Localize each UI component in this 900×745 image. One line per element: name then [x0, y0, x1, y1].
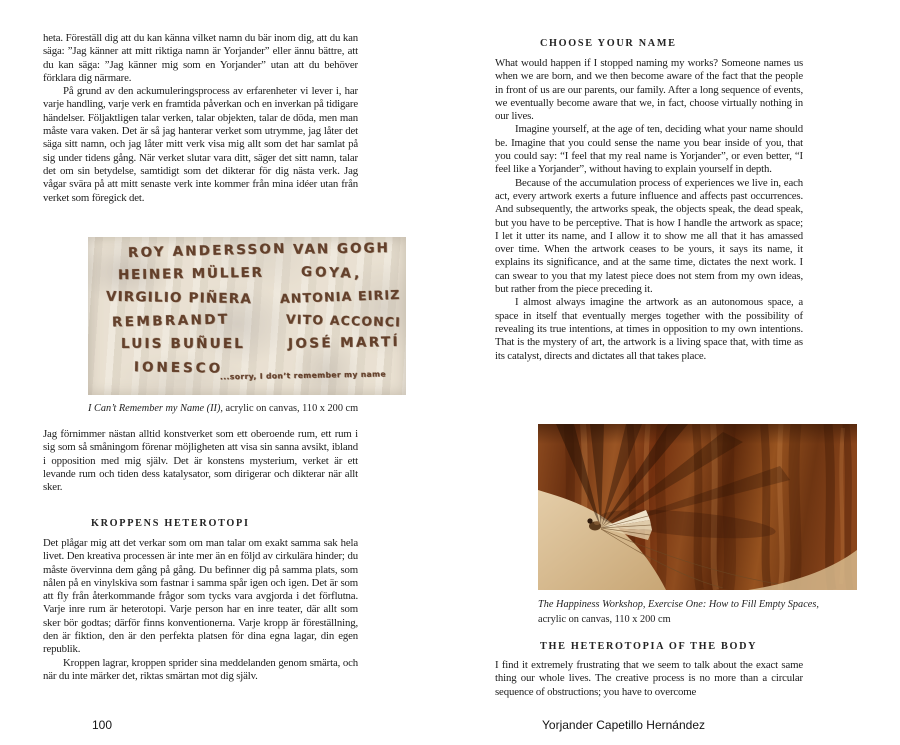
section-heading-heterotopia-of-the-body: THE HETEROTOPIA OF THE BODY — [540, 641, 758, 652]
left-text-block-top — [43, 32, 358, 205]
body-paragraph: Kroppen lagrar, kroppen sprider sina meddelanden genom smärta, och när du inte märker det, riktas smärtan mot dig själv. — [43, 656, 358, 682]
artwork-caption — [538, 597, 843, 627]
painted-name: LUIS BUÑUEL — [121, 336, 246, 352]
left-text-block-bottom — [43, 537, 358, 683]
caption-details: acrylic on canvas, 110 x 200 cm — [225, 403, 359, 414]
section-heading-choose-your-name: CHOOSE YOUR NAME — [540, 38, 677, 49]
right-text-block-bottom — [495, 659, 803, 699]
painted-name: VITO ACCONCI — [285, 311, 402, 330]
caption-details: acrylic on canvas, 110 x 200 cm — [538, 614, 671, 625]
left-text-block-middle — [43, 428, 358, 494]
body-paragraph: I almost always imagine the artwork as an autonomous space, a space in itself that eventually merges together with the possibility of revealing its true intentions, at times in opposition to my own intentions. That is the mystery of art, the artwork is a living space that, with time as its catalyst, directs and dictates all that takes place. — [495, 296, 803, 362]
painted-name: HEINER MÜLLER — [117, 264, 264, 284]
running-footer-author: Yorjander Capetillo Hernández — [542, 718, 705, 732]
painting-canvas — [538, 424, 857, 590]
painted-name: IONESCO — [133, 359, 224, 377]
painted-name: VAN GOGH — [292, 240, 391, 258]
body-paragraph: What would happen if I stopped naming my works? Someone names us when we are born, and we then become aware of the fact that the people in front of us are our parents, our family. After a long sequence of events, we eventually become aware that we, in fact, choose virtually nothing in our lives. — [495, 57, 803, 123]
body-paragraph: Jag förnimmer nästan alltid konstverket som ett oberoende rum, ett rum i sig som så småningom förenar möjligheten att visa sin sanna avsikt, ibland i opposition med mig själv. Det är konstens mysterium, verket är ett levande rum och tiden dess katalysator, som dirigerar och dikterar när allt sker. — [43, 428, 358, 494]
body-paragraph: Because of the accumulation process of experiences we live in, each act, every artwork exerts a future influence and affects past occurrences. And subsequently, the artworks speak, the objects speak, the dead speak, but you have to be perceptive. That is how I handle the artwork as space; I let it utter its name, and I allow it to show me all that it has amassed over time. When the artwork ceases to be yours, it says its name, it explains its significance, and at the same time, dictates the next work. I can swear to you that my latest piece does not stem from my own ideas, but rather from the piece preceding it. — [495, 176, 803, 296]
body-paragraph: Det plågar mig att det verkar som om man talar om exakt samma sak hela livet. Den kreativa processen är inte mer än en följd av cirkulära hinder; du måste övervinna dem gång på gång. Du befinner dig på samma plats, som nålen på en vinylskiva som fastnar i samma spår igen och igen. Det är som att fly från återkommande frågor som tycks vara avgjorda i det förflutna. Varje inre rum är heterotopi. Varje person har en inre teater, där allt som sker bör godtas; därför finns konventionerna. Varje kropp är föreställning, den är fiktion, den är den perfekta platsen för dina egna lagar, din egen republik. — [43, 537, 358, 656]
body-paragraph: heta. Föreställ dig att du kan känna vilket namn du bär inom dig, att du kan säga: ”Jag känner att mitt riktiga namn är Yorjander” eller ännu bättre, att du kan säga: ”Jag känner mig som en Yorjander” utan att du behöver förklara dig närmare. — [43, 32, 358, 84]
painted-name: ANTONIA EIRIZ — [279, 286, 401, 307]
artwork-image-happiness-workshop — [538, 424, 857, 590]
artwork-caption — [88, 401, 406, 416]
painted-name: REMBRANDT — [111, 311, 230, 331]
section-heading-kroppens-heterotopi: KROPPENS HETEROTOPI — [91, 518, 250, 529]
page-number: 100 — [92, 718, 113, 732]
caption-title: I Can’t Remember my Name (II), — [88, 403, 223, 414]
painted-name: VIRGILIO PIÑERA — [105, 288, 253, 308]
caption-title: The Happiness Workshop, Exercise One: How to Fill Empty Spaces, — [538, 599, 819, 610]
body-paragraph: På grund av den ackumuleringsprocess av erfarenheter vi lever i, har varje handling, varje verk en framtida påverkan och en inverkan på tidigare händelser. Följaktligen talar verken, talar objekten, talar de döda, men man måste vara vaken. Det är så jag hanterar verket som utrymme, jag låter det säga sitt namn, och jag låter mitt verk visa mig allt som det har samlat på sig under tidens gång. När verket slutar vara ditt, säger det sitt namn, talar det om sin betydelse, samtidigt som det dikterar för dig nästa verk. Jag vågar svära på att mitt senaste verk inte kommer från mina idéer utan från verket som föregick det. — [43, 85, 358, 204]
painted-phrase: ...sorry, I don’t remember my name — [219, 369, 387, 382]
body-paragraph: Imagine yourself, at the age of ten, deciding what your name should be. Imagine that you could sense the name you bear inside of you, that you could say: “I feel that my real name is Yorjander”, or even better, “I feel like a Yorjander”, without having to explain yourself in depth. — [495, 123, 803, 176]
right-text-block-top — [495, 57, 803, 363]
artwork-image-i-cant-remember-my-name — [88, 237, 406, 395]
body-paragraph: I find it extremely frustrating that we seem to talk about the exact same thing our whole lives. The creative process is no more than a circular sequence of obstructions; you have to overcome — [495, 659, 803, 698]
painted-name: GOYA, — [300, 263, 363, 283]
painted-name: ROY ANDERSSON — [127, 240, 287, 262]
painted-name: JOSÉ MARTÍ — [287, 334, 401, 352]
